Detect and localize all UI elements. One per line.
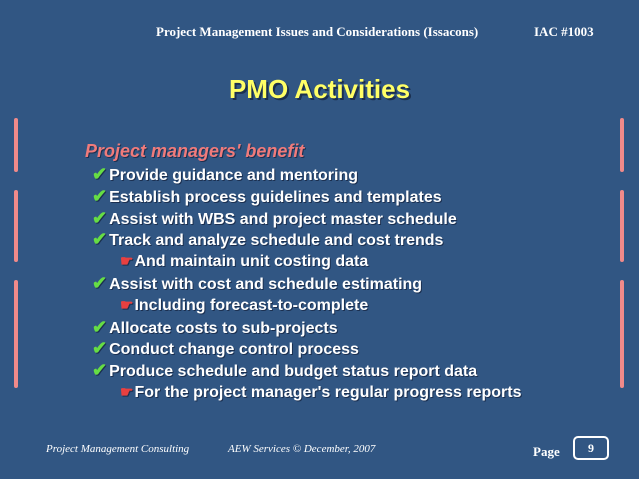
page-number-box: 9 bbox=[573, 436, 609, 460]
bullet-item: ✔ Assist with cost and schedule estimating bbox=[92, 272, 423, 293]
right-decor-bar bbox=[620, 190, 624, 262]
left-decor-bar bbox=[14, 280, 18, 388]
bullet-item: ✔ Track and analyze schedule and cost trends bbox=[92, 229, 444, 250]
sub-bullet-item: ☛Including forecast-to-complete bbox=[120, 296, 369, 314]
bullet-item: ✔ Produce schedule and budget status report data bbox=[92, 360, 478, 381]
checkmark-icon: ✔ bbox=[92, 316, 108, 337]
right-decor-bar bbox=[620, 280, 624, 388]
checkmark-icon: ✔ bbox=[92, 207, 108, 228]
bullet-item: ✔ Assist with WBS and project master schedule bbox=[92, 207, 457, 228]
checkmark-icon: ✔ bbox=[92, 185, 108, 206]
checkmark-icon: ✔ bbox=[92, 229, 108, 250]
sub-bullet-item: ☛And maintain unit costing data bbox=[120, 253, 369, 271]
left-decor-bar bbox=[14, 190, 18, 262]
left-decor-bar bbox=[14, 118, 18, 172]
bullet-list bbox=[92, 164, 521, 404]
checkmark-icon: ✔ bbox=[92, 164, 108, 184]
footer-copyright: AEW Services © December, 2007 bbox=[228, 443, 376, 455]
pointing-hand-icon: ☛ bbox=[120, 253, 134, 271]
footer-company: Project Management Consulting bbox=[46, 443, 190, 455]
pointing-hand-icon: ☛ bbox=[120, 296, 134, 314]
bullet-item: ✔ Provide guidance and mentoring bbox=[92, 164, 359, 184]
bullet-item: ✔ Conduct change control process bbox=[92, 338, 359, 359]
pointing-hand-icon: ☛ bbox=[120, 383, 134, 401]
checkmark-icon: ✔ bbox=[92, 272, 108, 293]
checkmark-icon: ✔ bbox=[92, 360, 108, 381]
sub-bullet-item: ☛For the project manager's regular progress reports bbox=[120, 383, 522, 401]
header-title: Project Management Issues and Considerations (Issacons) bbox=[156, 24, 479, 39]
slide-title: PMO Activities bbox=[228, 74, 411, 104]
checkmark-icon: ✔ bbox=[92, 338, 108, 359]
right-decor-bar bbox=[620, 118, 624, 172]
page-label: Page bbox=[533, 444, 560, 459]
header-code: IAC #1003 bbox=[534, 24, 594, 39]
bullet-item: ✔ Allocate costs to sub-projects bbox=[92, 316, 338, 337]
bullet-item: ✔ Establish process guidelines and templates bbox=[92, 185, 442, 206]
section-heading: Project managers' benefit bbox=[85, 141, 305, 161]
